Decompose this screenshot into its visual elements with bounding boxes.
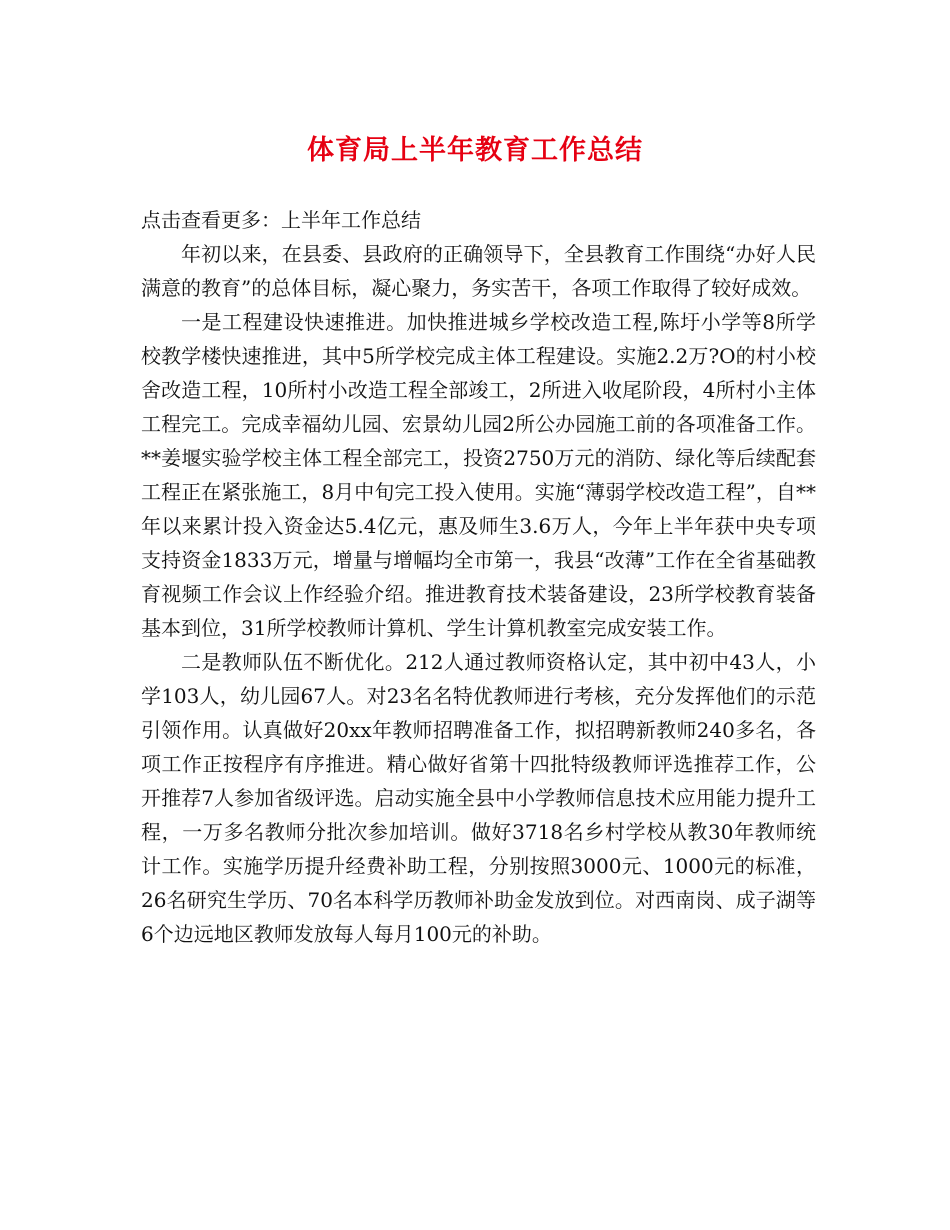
paragraph-teachers: 二是教师队伍不断优化。212人通过教师资格认定，其中初中43人，小学103人，幼儿园67人。对23名名特优教师进行考核，充分发挥他们的示范引领作用。认真做好20xx年教师招聘准备工作，拟招聘新教师240多名，各项工作正按程序有序推进。精心做好省第十四批特级教师评选推荐工作，公开推荐7人参加省级评选。启动实施全县中小学教师信息技术应用能力提升工程，一万多名教师分批次参加培训。做好3718名乡村学校从教30年教师统计工作。实施学历提升经费补助工程，分别按照3000元、1000元的标准，26名研究生学历、70名本科学历教师补助金发放到位。对西南岗、成子湖等6个边远地区教师发放每人每月100元的补助。 [141,650,816,946]
paragraph-construction: 一是工程建设快速推进。加快推进城乡学校改造工程,陈圩小学等8所学校教学楼快速推进，其中5所学校完成主体工程建设。实施2.2万?O的村小校舍改造工程，10所村小改造工程全部竣工，2所进入收尾阶段，4所村小主体工程完工。完成幸福幼儿园、宏景幼儿园2所公办园施工前的各项准备工作。**姜堰实验学校主体工程全部完工，投资2750万元的消防、绿化等后续配套工程正在紧张施工，8月中旬完工投入使用。实施“薄弱学校改造工程”，自**年以来累计投入资金达5.4亿元，惠及师生3.6万人，今年上半年获中央专项支持资金1833万元，增量与增幅均全市第一，我县“改薄”工作在全省基础教育视频工作会议上作经验介绍。推进教育技术装备建设，23所学校教育装备基本到位，31所学校教师计算机、学生计算机教室完成安装工作。 [141,310,816,640]
more-link-line[interactable]: 点击查看更多：上半年工作总结 [141,208,421,232]
paragraph-intro: 年初以来，在县委、县政府的正确领导下，全县教育工作围绕“办好人民满意的教育”的总体目标，凝心聚力，务实苦干，各项工作取得了较好成效。 [141,242,816,300]
document-body [141,203,816,951]
document-title: 体育局上半年教育工作总结 [307,135,643,166]
